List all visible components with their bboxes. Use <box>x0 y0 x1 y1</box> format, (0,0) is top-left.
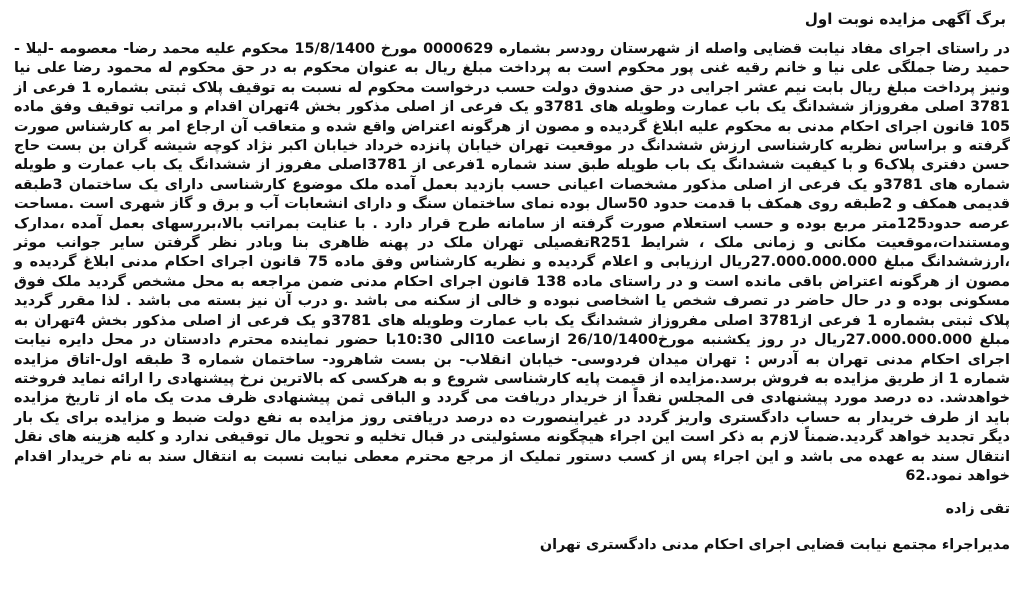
notice-body-text: در راستای اجرای مفاد نیابت قضایی واصله از شهرستان رودسر بشماره 0000629 مورخ 15/8/1400 محکوم علیه محمد رضا- معصومه -لیلا - حمید رضا جملگی علی نیا و خانم رقیه غنی پور محکوم است به پرداخت مبلغ ریال به عنوان محکوم به در حق محکوم له محمود رضا علی نیا ونیز پرداخت مبلغ ریال بابت نیم عشر اجرایی در حق صندوق دولت حسب درخواست محکوم له نسبت به توقیف پلاک ثبتی بشماره 1 فرعی از 3781 اصلی مفروزاز ششدانگ یک باب عمارت وطویله های 3781و یک فرعی از اصلی مذکور بخش 4تهران اقدام و مراتب توقیف وفق ماده 105 قانون اجرای احکام مدنی به محکوم علیه ابلاغ گردیده و مصون از هرگونه اعتراض واقع شده و متعاقب آن ارجاع امر به کارشناس صورت گرفته و براساس نظریه کارشناسی ارزش ششدانگ در موقعیت تهران خیابان پانزده خرداد خیابان اکبر نژاد کوچه شیشه گران بن بست حاج حسن دفتری پلاک6 و با کیفیت ششدانگ یک باب طویله طبق سند شماره 1فرعی از 3781اصلی مفروز از ششدانگ یک باب عمارت و طویله شماره های 3781و یک فرعی از اصلی مذکور مشخصات اعیانی حسب بازدید بعمل آمده ملک موضوع کارشناسی دارای یک ساختمان 3طبقه قدیمی همکف و 2طبقه روی همکف با قدمت حدود 50سال بوده نمای ساختمان سنگ و دارای انشعابات آب و برق و گاز شهری است .مساحت عرصه حدود125متر مربع بوده و حسب استعلام صورت گرفته از سامانه طرح قرار دارد . با عنایت بمراتب بالا،بررسهای بعمل آمده ،مدارک ومستندات،موقعیت مکانی و زمانی ملک ، شرایط R251تفصیلی تهران ملک در پهنه ظاهری بنا وبادر نظر گرفتن سایر جوانب موثر ،ارزششدانگ مبلغ 27.000.000.000ریال ارزیابی و اعلام گردیده و نظریه کارشناس وفق ماده 75 قانون اجرای احکام مدنی ابلاغ گردیده و مصون از هرگونه اعتراض باقی مانده است و در راستای ماده 138 قانون اجرای احکام مدنی ضمن مراجعه به محل مشخص گردید ملک فوق مسکونی بوده و در حال حاضر در تصرف شخص یا اشخاصی نبوده و خالی از سکنه می باشد .و درب آن نیز بسته می باشد . لذا مقرر گردید پلاک ثبتی بشماره 1 فرعی از3781 اصلی مفروزاز ششدانگ یک باب عمارت وطویله های 3781و یک فرعی از اصلی مذکور بخش 4تهران به مبلغ 27.000.000.000ریال در روز یکشنبه مورخ26/10/1400 ازساعت 10الی 10:30با حضور نماینده محترم دادستان در محل دایره نیابت اجرای احکام مدنی تهران به آدرس : تهران میدان فردوسی- خیابان انقلاب- بن بست شاهرود- ساختمان شماره 3 طبقه اول-اتاق مزایده شماره 1 از طریق مزایده به فروش برسد.مزایده از قیمت پایه کارشناسی شروع و به هرکسی که بالاترین نرخ پیشنهادی را ارائه نماید فروخته خواهدشد. ده درصد مورد پیشنهادی فی المجلس نقداً از خریدار دریافت می گردد و الباقی ثمن پیشنهادی ظرف مدت یک ماه از تاریخ مزایده باید از طرف خریدار به حساب دادگستری واریز گردد در غیراینصورت ده درصد دریافتی روز مزایده به نفع دولت ضبط و مزایده برای یک بار دیگر تجدید خواهد گردید.ضمناً لازم به ذکر است این اجراء هیچگونه مسئولیتی در قبال تخلیه و تحویل مال توقیفی ندارد و کلیه هزینه های نقل انتقال سند به عهده می باشد و این اجراء پس از کسب دستور تملیک از مرجع محترم معطی نیابت نسبت به انتقال سند به نام خریدار اقدام خواهد نمود.62 <box>14 41 1011 484</box>
office-title: مدیراجراء مجتمع نیابت قضایی اجرای احکام مدنی دادگستری تهران <box>539 537 1010 554</box>
signer-name: تقی زاده <box>945 501 1010 518</box>
notice-title: برگ آگهی مزایده نوبت اول <box>804 10 1006 28</box>
